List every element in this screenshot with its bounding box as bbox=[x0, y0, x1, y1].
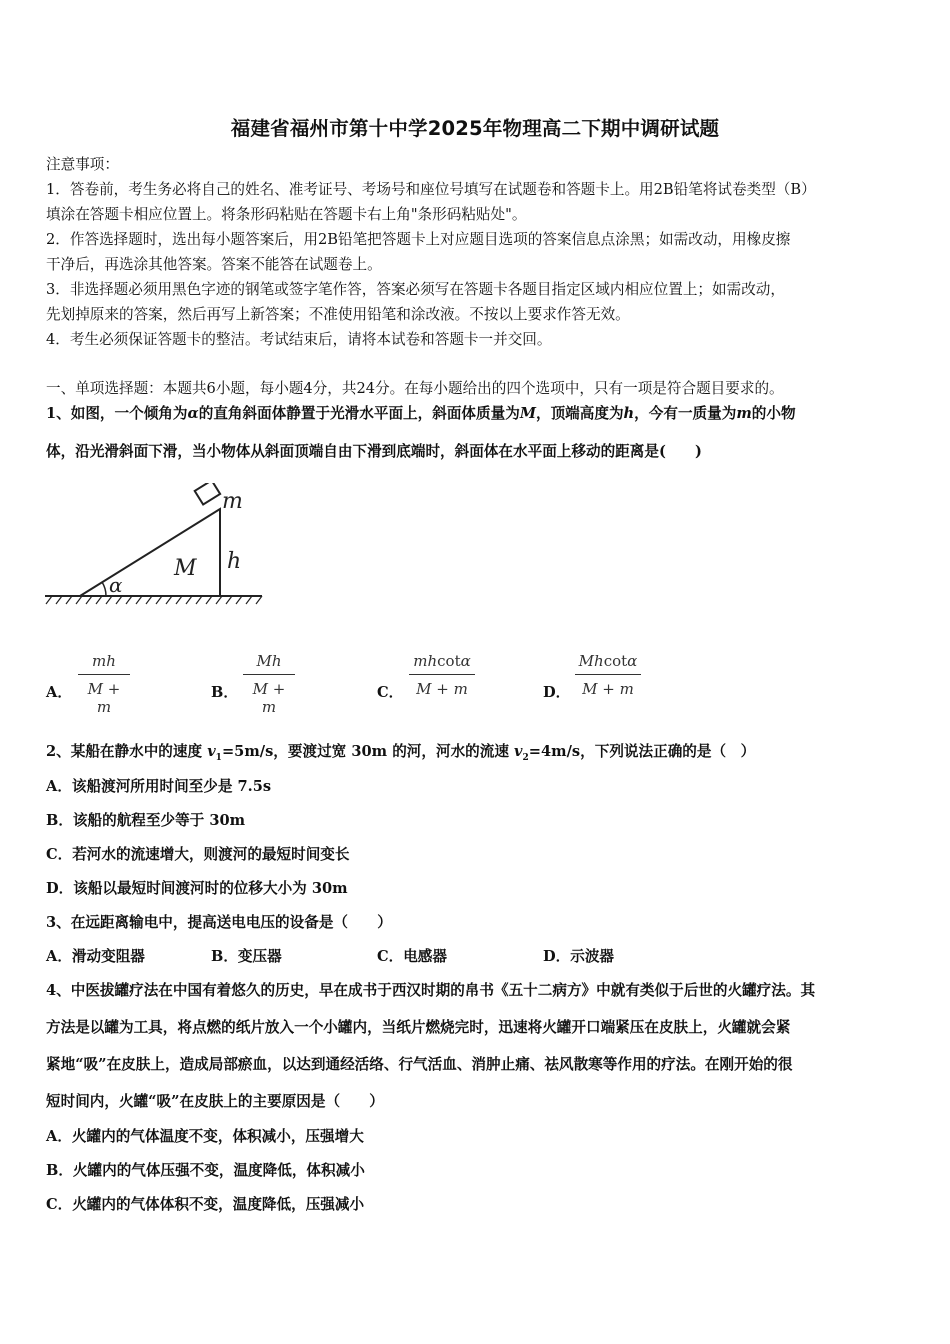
notice-line: 填涂在答题卡相应位置上。将条形码粘贴在答题卡右上角"条形码粘贴处"。 bbox=[46, 206, 527, 223]
q2-option-a[interactable]: A．该船渡河所用时间至少是 7.5s bbox=[46, 778, 272, 795]
notice-line: 2．作答选择题时，选出每小题答案后，用2B铅笔把答题卡上对应题目选项的答案信息点涂黑；如需改动，用橡皮擦 bbox=[46, 231, 791, 248]
exam-page: 福建省福州市第十中学2025年物理高二下期中调研试题 注意事项： 1．答卷前，考生务必将自己的姓名、准考证号、考场号和座位号填写在试题卷和答题卡上。用2B铅笔将试卷类型（B） 填涂在答题卡相应位置上。将条形码粘贴在答题卡右上角"条形码粘贴处"。 2．作答选择题时，选出每小题答案后，用2B铅笔把答题卡上对应题目选项的答案信息点涂黑；如需改动，用橡皮擦 干净后，再选涂其他答案。答案不能答在试题卷上。 3．非选择题必须用黑色字迹的钢笔或签字笔作答，答案必须写在答题卡各题目指定区域内相应位置上；如需改动， 先划掉原来的答案，然后再写上新答案；不准使用铅笔和涂改液。不按以上要求作答无效。 4．考生必须保证答题卡的整洁。考试结束后，请将本试卷和答题卡一并交回。 一、单项选择题：本题共6小题，每小题4分，共24分。在每小题给出的四个选项中，只有一项是符合题目要求的。 1、如图，一个倾角为α的直角斜面体静置于光滑水平面上，斜面体质量为M，顶端高度为h，今有一质量为m的小物 体，沿光滑斜面下滑，当小物体从斜面顶端自由下滑到底端时，斜面体在水平面上移动的距离是( ) α M h m A． mh M + m B． Mh M + m C． mhcotα M + m D． Mhcotα M + m 2、某船在静水中的速度 $v_1=5m/s$，要渡过宽 30m 的河，河水的流速 $v_2=4m/s$，下列说法正确的是（ ） A．该船渡河所用时间至少是 7.5s B．该船的航程至少等于 30m C．若河水的流速增大，则渡河的最短时间变长 D．该船以最短时间渡河时的位移大小为 30m 3、在远距离输电中，提高送电电压的设备是（ ） A．滑动变阻器 B．变压器 C．电感器 D．示波器 4、中医拔罐疗法在中国有着悠久的历史，早在成书于西汉时期的帛书《五十二病方》中就有类似于后世的火罐疗法。其 方法是以罐为工具，将点燃的纸片放入一个小罐内，当纸片燃烧完时，迅速将火罐开口端紧压在皮肤上，火罐就会紧 紧地“吸”在皮肤上，造成局部瘀血，以达到通经活络、行气活血、消肿止痛、祛风散寒等作用的疗法。在刚开始的很 短时间内，火罐“吸”在皮肤上的主要原因是（ ） A．火罐内的气体温度不变，体积减小，压强增大 B．火罐内的气体压强不变，温度降低，体积减小 C．火罐内的气体体积不变，温度降低，压强减小 bbox=[0, 0, 950, 1344]
q3-option-d[interactable]: D．示波器 bbox=[543, 948, 615, 965]
q4-option-c[interactable]: C．火罐内的气体体积不变，温度降低，压强减小 bbox=[46, 1196, 365, 1213]
q4-stem-line: 紧地“吸”在皮肤上，造成局部瘀血，以达到通经活络、行气活血、消肿止痛、祛风散寒等作用的疗法。在刚开始的很 bbox=[46, 1056, 793, 1073]
label-h: h bbox=[227, 549, 242, 574]
q3-stem: 3、在远距离输电中，提高送电电压的设备是（ ） bbox=[46, 914, 392, 931]
q2-stem: 2、某船在静水中的速度 $v_1=5m/s$，要渡过宽 30m 的河，河水的流速 $v_2=4m/s$，下列说法正确的是（ ） bbox=[46, 743, 756, 763]
q4-stem-line: 4、中医拔罐疗法在中国有着悠久的历史，早在成书于西汉时期的帛书《五十二病方》中就有类似于后世的火罐疗法。其 bbox=[46, 982, 816, 999]
fraction: mhcotα M + m bbox=[407, 652, 477, 698]
q3-option-c[interactable]: C．电感器 bbox=[377, 948, 447, 965]
label-alpha: α bbox=[109, 573, 123, 597]
incline-block bbox=[80, 509, 220, 596]
fraction: mh M + m bbox=[76, 652, 132, 716]
notice-line: 1．答卷前，考生务必将自己的姓名、准考证号、考场号和座位号填写在试题卷和答题卡上。用2B铅笔将试卷类型（B） bbox=[46, 181, 816, 198]
q2-option-c[interactable]: C．若河水的流速增大，则渡河的最短时间变长 bbox=[46, 846, 350, 863]
fraction: Mh M + m bbox=[241, 652, 297, 716]
q2-option-b[interactable]: B．该船的航程至少等于 30m bbox=[46, 812, 246, 829]
page-title: 福建省福州市第十中学2025年物理高二下期中调研试题 bbox=[230, 117, 720, 140]
q2-option-d[interactable]: D．该船以最短时间渡河时的位移大小为 30m bbox=[46, 880, 348, 897]
q4-option-a[interactable]: A．火罐内的气体温度不变，体积减小，压强增大 bbox=[46, 1128, 364, 1145]
notice-line: 先划掉原来的答案，然后再写上新答案；不准使用铅笔和涂改液。不按以上要求作答无效。 bbox=[46, 306, 630, 323]
q4-stem-line: 短时间内，火罐“吸”在皮肤上的主要原因是（ ） bbox=[46, 1093, 384, 1110]
q3-options bbox=[46, 945, 906, 967]
label-m: m bbox=[222, 489, 243, 514]
q1-stem-line1: 1、如图，一个倾角为α的直角斜面体静置于光滑水平面上，斜面体质量为M，顶端高度为h，今有一质量为m的小物 bbox=[46, 405, 796, 422]
ground-hatch bbox=[45, 596, 262, 604]
notice-line: 4．考生必须保证答题卡的整洁。考试结束后，请将本试卷和答题卡一并交回。 bbox=[46, 331, 552, 348]
fraction: Mhcotα M + m bbox=[573, 652, 643, 698]
label-M: M bbox=[174, 556, 197, 581]
angle-arc bbox=[102, 582, 106, 596]
incline-figure bbox=[40, 483, 270, 613]
q4-option-b[interactable]: B．火罐内的气体压强不变，温度降低，体积减小 bbox=[46, 1162, 365, 1179]
q3-option-b[interactable]: B．变压器 bbox=[211, 948, 282, 965]
notice-line: 干净后，再选涂其他答案。答案不能答在试题卷上。 bbox=[46, 256, 382, 273]
q3-option-a[interactable]: A．滑动变阻器 bbox=[46, 948, 145, 965]
q1-stem-line2: 体，沿光滑斜面下滑，当小物体从斜面顶端自由下滑到底端时，斜面体在水平面上移动的距离是( ) bbox=[46, 443, 702, 460]
notice-line: 3．非选择题必须用黑色字迹的钢笔或签字笔作答，答案必须写在答题卡各题目指定区域内相应位置上；如需改动， bbox=[46, 281, 785, 298]
q4-stem-line: 方法是以罐为工具，将点燃的纸片放入一个小罐内，当纸片燃烧完时，迅速将火罐开口端紧压在皮肤上，火罐就会紧 bbox=[46, 1019, 791, 1036]
notice-heading: 注意事项： bbox=[46, 156, 119, 173]
small-block bbox=[195, 483, 220, 505]
section-heading: 一、单项选择题：本题共6小题，每小题4分，共24分。在每小题给出的四个选项中，只有一项是符合题目要求的。 bbox=[46, 380, 784, 397]
